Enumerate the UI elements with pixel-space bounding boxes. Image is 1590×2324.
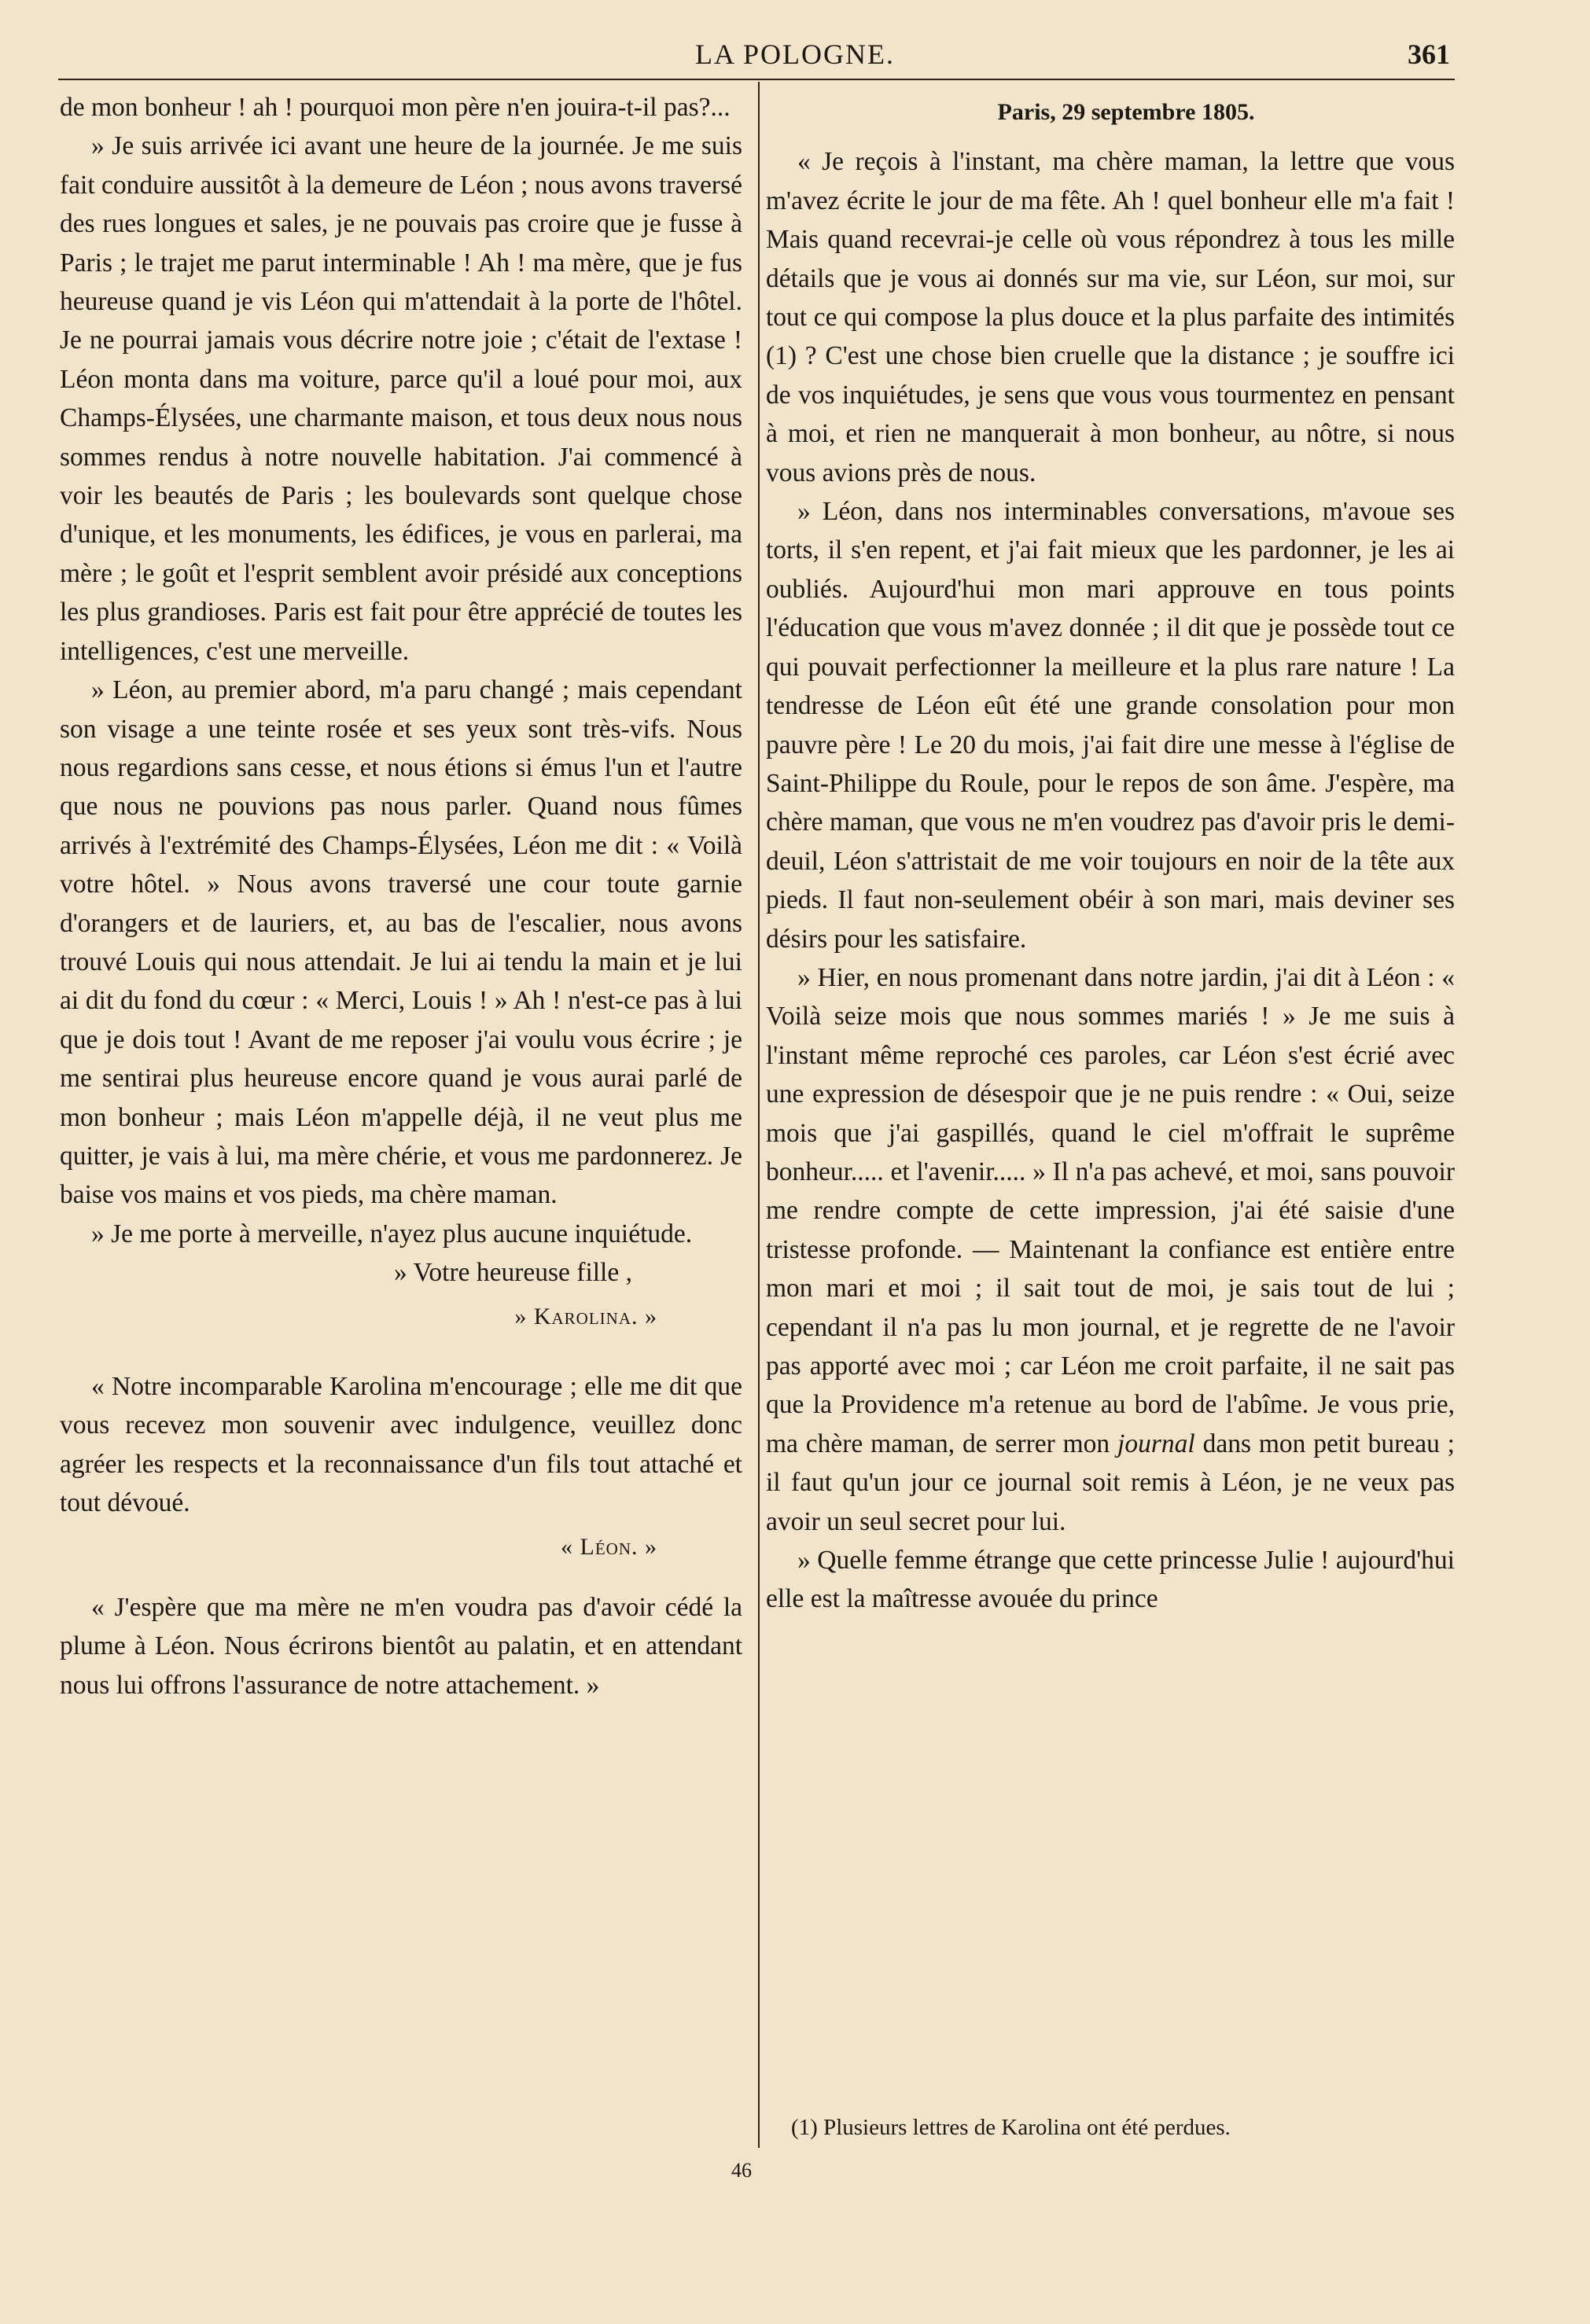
signature-karolina: » Karolina. »: [514, 1303, 657, 1329]
spacer: [60, 1336, 742, 1367]
paragraph-text: » Hier, en nous promenant dans notre jardin, j'ai dit à Léon : « Voilà seize mois que nous sommes mariés ! » Je me suis à l'instant même reproché ces paroles, car Léon s'est écrié avec une expression de désespoir que je ne puis rendre : « Oui, seize mois que j'ai gaspillés, quand le ciel m'offrait le suprême bonheur..... et l'avenir..... » Il n'a pas achevé, et moi, sans pouvoir me rendre compte de cette impression, j'ai été saisie d'une tristesse profonde. — Maintenant la confiance est entière entre mon mari et moi ; il sait tout de moi, je sais tout de lui ; cependant il n'a pas lu mon journal, et je regrette de ne l'avoir pas apporté avec moi ; car Léon me croit parfaite, il ne sait pas que la Providence m'a retenue au bord de l'abîme. Je vous prie, ma chère maman, de serrer mon: [766, 962, 1455, 1458]
paragraph: » Je suis arrivée ici avant une heure de la journée. Je me suis fait conduire aussitôt à la demeure de Léon ; nous avons traversé des rues longues et sales, je ne pouvais pas croire que je fusse à Paris ; le trajet me parut interminable ! Ah ! ma mère, que je fus heureuse quand je vis Léon qui m'attendait à la porte de l'hôtel. Je ne pourrai jamais vous décrire notre joie ; c'était de l'extase ! Léon monta dans ma voiture, parce qu'il a loué pour moi, aux Champs-Élysées, une charmante maison, et tous deux nous nous sommes rendus à notre nouvelle habitation. J'ai commencé à voir les beautés de Paris ; les boulevards sont quelque chose d'unique, et les monuments, les édifices, je vous en parlerai, ma mère ; le goût et l'esprit semblent avoir présidé aux conceptions les plus grandioses. Paris est fait pour être apprécié de toutes les intelligences, c'est une merveille.: [60, 131, 742, 666]
footnote: (1) Plusieurs lettres de Karolina ont été perdues.: [791, 2115, 1231, 2140]
header-rule: [58, 79, 1455, 80]
paragraph: » Je me porte à merveille, n'ayez plus aucune inquiétude.: [91, 1219, 693, 1248]
paragraph: [766, 958, 1455, 1541]
paragraph: de mon bonheur ! ah ! pourquoi mon père n'en jouira-t-il pas?...: [60, 93, 731, 122]
letter-closing: » Votre heureuse fille ,: [394, 1258, 632, 1288]
paragraph-text: dans mon petit bureau ; il faut qu'un jour ce journal soit remis à Léon, je ne veux pas avoir un seul secret pour lui.: [766, 1429, 1455, 1536]
dateline: Paris, 29 septembre 1805.: [997, 99, 1255, 125]
paragraph: « J'espère que ma mère ne m'en voudra pas d'avoir cédé la plume à Léon. Nous écrirons bientôt au palatin, et en attendant nous lui offrons l'assurance de notre attachement. »: [60, 1593, 742, 1700]
left-column: [60, 88, 742, 1704]
printer-signature-mark: 46: [731, 2159, 752, 2182]
running-title: LA POLOGNE.: [695, 39, 895, 70]
page-number: 361: [1408, 39, 1450, 70]
paragraph: » Quelle femme étrange que cette princesse Julie ! aujourd'hui elle est la maîtresse avouée du prince: [766, 1546, 1455, 1614]
right-column: [766, 93, 1455, 1619]
paragraph: » Léon, au premier abord, m'a paru changé ; mais cependant son visage a une teinte rosée et ses yeux sont très-vifs. Nous nous regardions sans cesse, et nous étions si émus l'un et l'autre que nous ne pouvions pas nous parler. Quand nous fûmes arrivés à l'extrémité des Champs-Élysées, Léon me dit : « Voilà votre hôtel. » Nous avons traversé une cour toute garnie d'orangers et de lauriers, et, au bas de l'escalier, nous avons trouvé Louis qui nous attendait. Je lui ai tendu la main et je lui ai dit du fond du cœur : « Merci, Louis ! » Ah ! n'est-ce pas à lui que je dois tout ! Avant de me reposer j'ai voulu vous écrire ; je me sentirai plus heureuse encore quand je vous aurai parlé de mon bonheur ; mais Léon m'appelle déjà, il ne veut plus me quitter, je vais à lui, ma mère chérie, et vous me pardonnerez. Je baise vos mains et vos pieds, ma chère maman.: [60, 675, 742, 1210]
paragraph: « Notre incomparable Karolina m'encourage ; elle me dit que vous recevez mon souvenir avec indulgence, veuillez donc agréer les respects et la reconnaissance d'un fils tout attaché et tout dévoué.: [60, 1372, 742, 1518]
italic-word: journal: [1117, 1429, 1195, 1458]
spacer: [60, 1566, 742, 1588]
paragraph: » Léon, dans nos interminables conversations, m'avoue ses torts, il s'en repent, et j'ai fait mieux que les pardonner, je les ai oubliés. Aujourd'hui mon mari approuve en tous points l'éducation que vous m'avez donnée ; il dit que je possède tout ce qui pouvait perfectionner la meilleure et la plus rare nature ! La tendresse de Léon eût été une grande consolation pour mon pauvre père ! Le 20 du mois, j'ai fait dire une messe à l'église de Saint-Philippe du Roule, pour le repos de son âme. J'espère, ma chère maman, que vous ne m'en voudrez pas d'avoir pris le demi-deuil, Léon s'attristait de me voir toujours en noir de la tête aux pieds. Il faut non-seulement obéir à son mari, mais deviner ses désirs pour les satisfaire.: [766, 497, 1455, 954]
signature-leon: « Léon. »: [561, 1533, 657, 1560]
column-divider: [758, 82, 760, 2148]
paragraph: « Je reçois à l'instant, ma chère maman, la lettre que vous m'avez écrite le jour de ma fête. Ah ! quel bonheur elle m'a fait ! Mais quand recevrai-je celle où vous répondrez à tous les mille détails que je vous ai donnés sur ma vie, sur Léon, sur moi, sur tout ce qui compose la plus douce et la plus parfaite des intimités (1) ? C'est une chose bien cruelle que la distance ; je souffre ici de vos inquiétudes, je sens que vous vous tourmentez en pensant à moi, et rien ne manquerait à mon bonheur, au nôtre, si nous vous avions près de nous.: [766, 147, 1455, 487]
